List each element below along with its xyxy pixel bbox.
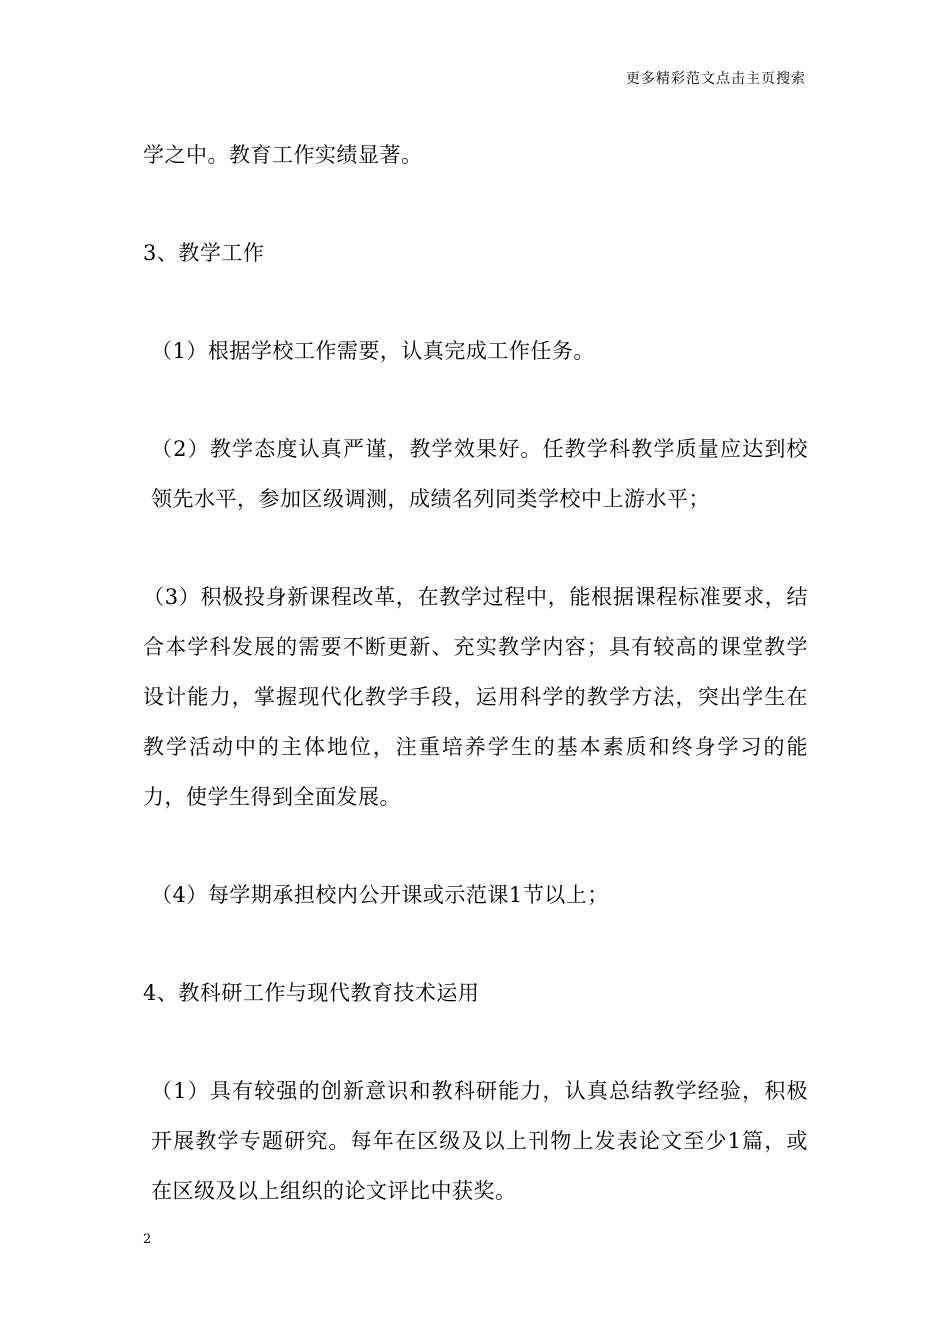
section-heading: 3、教学工作 xyxy=(143,241,265,265)
list-item: （1）具有较强的创新意识和教科研能力，认真总结教学经验，积极开展教学专题研究。每年在区级及以上刊物上发表论文至少1篇，或在区级及以上组织的论文评比中获奖。 xyxy=(151,1079,808,1203)
list-item: （2）教学态度认真严谨，教学效果好。任教学科教学质量应达到校领先水平，参加区级调测，成绩名列同类学校中上游水平； xyxy=(151,437,808,511)
list-item: （1）根据学校工作需要，认真完成工作任务。 xyxy=(151,339,595,363)
document-body xyxy=(143,130,808,1264)
list-item: （3）积极投身新课程改革，在教学过程中，能根据课程标准要求，结合本学科发展的需要不断更新、充实教学内容；具有较高的课堂教学设计能力，掌握现代化教学手段，运用科学的教学方法，突出学生在教学活动中的主体地位，注重培养学生的基本素质和终身学习的能力，使学生得到全面发展。 xyxy=(143,585,808,809)
section-heading: 4、教科研工作与现代教育技术运用 xyxy=(143,981,480,1005)
paragraph: 学之中。教育工作实绩显著。 xyxy=(143,143,423,167)
list-item: （4）每学期承担校内公开课或示范课1节以上； xyxy=(151,883,609,907)
page-number: 2 xyxy=(143,1232,152,1247)
header-note: 更多精彩范文点击主页搜索 xyxy=(626,71,806,87)
